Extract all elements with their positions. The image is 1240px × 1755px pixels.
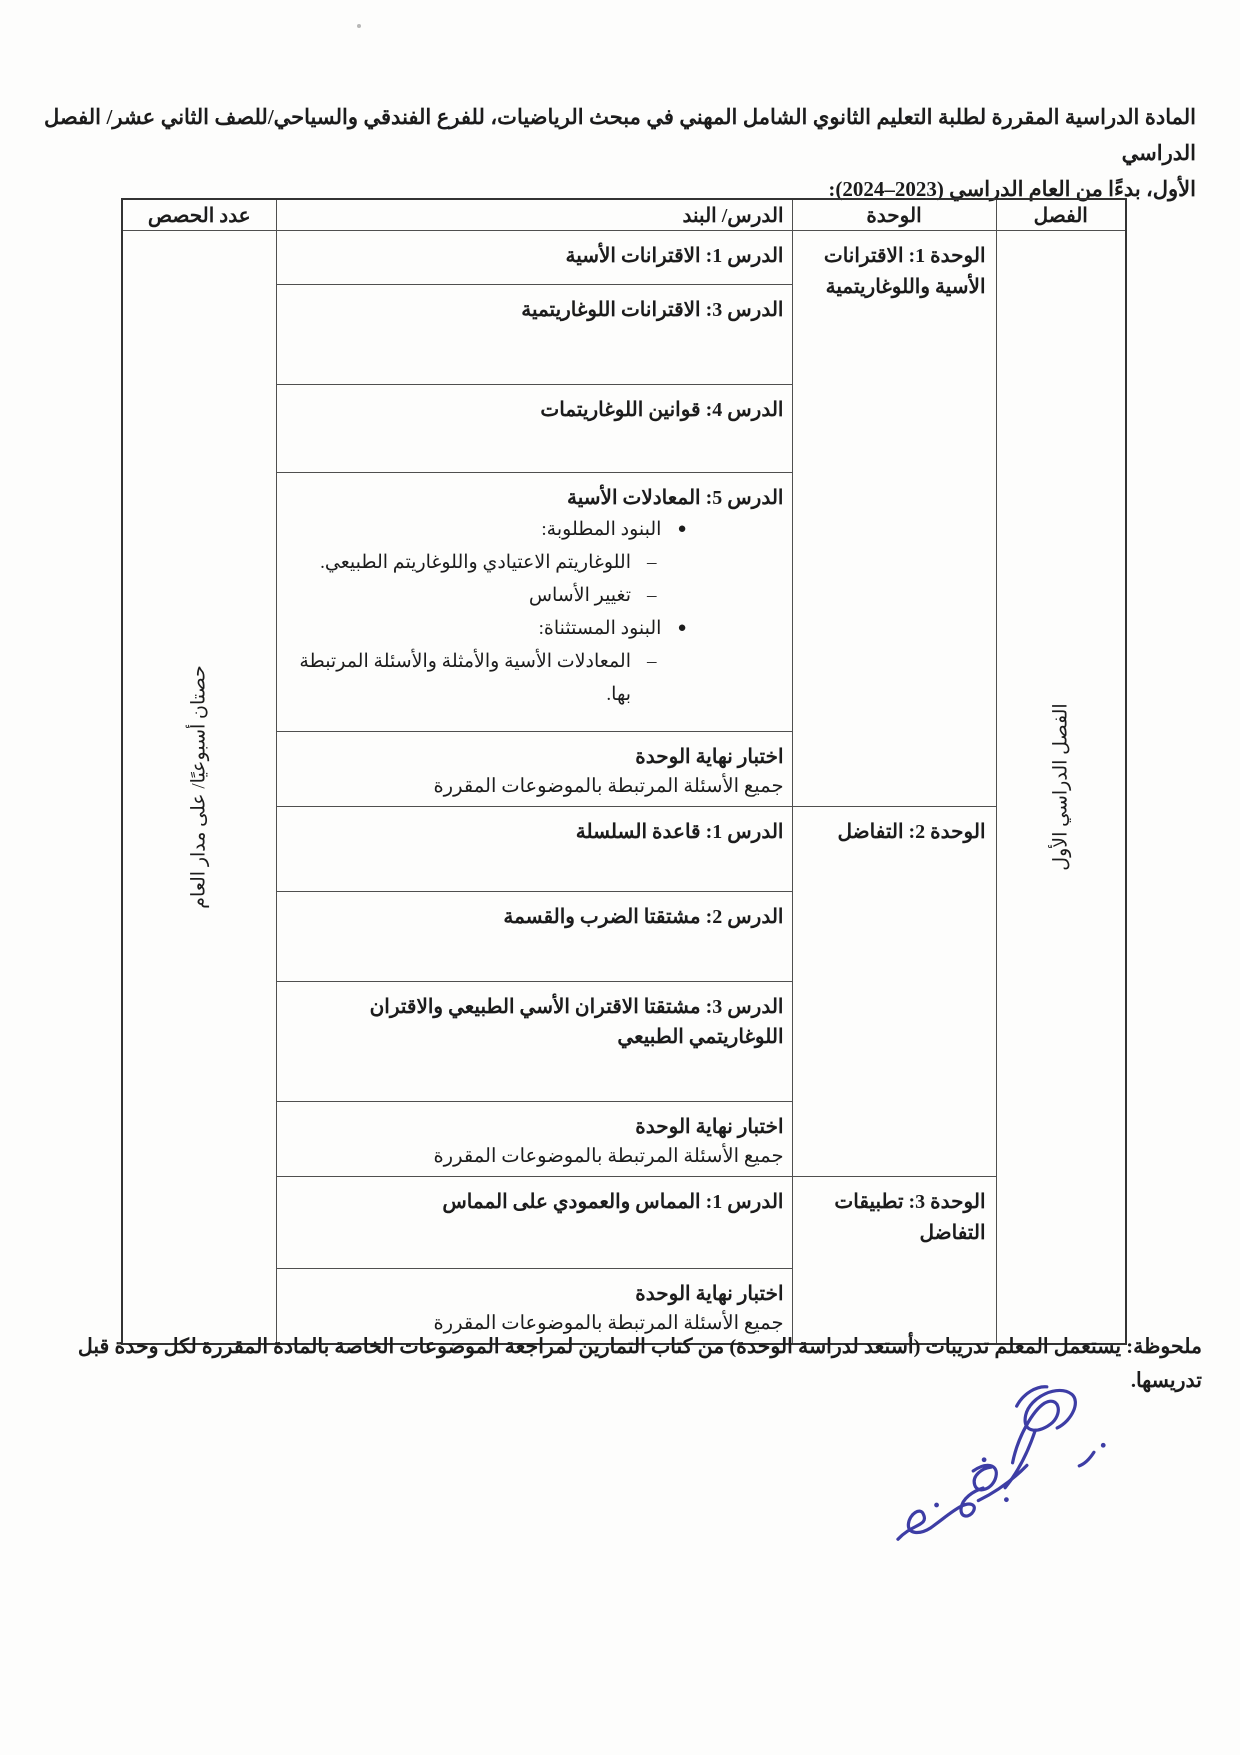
scan-speck [357, 24, 361, 28]
unit-test-cell [276, 1102, 792, 1177]
excluded-item-text: المعادلات الأسية والأمثلة والأسئلة المرتبطة بها. [299, 651, 631, 705]
intro-paragraph [44, 99, 1196, 207]
lesson-cell [276, 892, 792, 982]
required-items-label-line [283, 513, 784, 546]
lesson-cell [276, 231, 792, 285]
semester-cell [996, 231, 1126, 1345]
curriculum-table [121, 198, 1127, 1345]
lesson-cell [276, 1177, 792, 1269]
table-header-row [122, 199, 1126, 231]
required-item-text: تغيير الأساس [528, 585, 631, 606]
required-items-label: البنود المطلوبة: [541, 519, 662, 540]
table-row [122, 231, 1126, 285]
required-item-text: اللوغاريتم الاعتيادي واللوغاريتم الطبيعي. [320, 552, 631, 573]
bullet-icon: ● [677, 620, 687, 636]
intro-line-2: الأول، بدءًا من العام الدراسي (2023–2024): [828, 177, 1196, 201]
unit-test-subtitle: جميع الأسئلة المرتبطة بالموضوعات المقررة [433, 1146, 784, 1167]
lesson-title: الدرس 1: قاعدة السلسلة [575, 821, 784, 843]
lesson-title: الدرس 3: مشتقتا الاقتران الأسي الطبيعي والاقتران اللوغاريتمي الطبيعي [369, 996, 784, 1048]
unit-test-title: اختبار نهاية الوحدة [635, 746, 784, 768]
unit-test-subtitle: جميع الأسئلة المرتبطة بالموضوعات المقررة [433, 776, 784, 797]
periods-cell [122, 231, 276, 1345]
lesson-title: الدرس 2: مشتقتا الضرب والقسمة [503, 906, 784, 928]
dash-icon: – [647, 552, 657, 573]
required-item [283, 546, 784, 579]
unit-2-cell: الوحدة 2: التفاضل [792, 807, 996, 1177]
semester-vertical-text: الفصل الدراسي الأول [1050, 703, 1072, 871]
lesson-title: الدرس 1: المماس والعمودي على المماس [442, 1191, 784, 1213]
unit-test-cell [276, 732, 792, 807]
lesson-cell [276, 385, 792, 473]
lesson-title: الدرس 5: المعادلات الأسية [567, 487, 784, 509]
footer-note: ملحوظة: يستعمل المعلم تدريبات (أستعد لدراسة الوحدة) من كتاب التمارين لمراجعة الموضوعات الخاصة بالمادة المقررة لكل وحدة قبل تدريسها. [77, 1336, 1202, 1392]
dash-icon: – [647, 651, 657, 672]
header-lesson: الدرس/ البند [276, 199, 792, 231]
lesson-cell [276, 285, 792, 385]
lesson-title: الدرس 3: الاقترانات اللوغاريتمية [521, 299, 784, 321]
excluded-item [283, 645, 784, 711]
lesson-cell [276, 982, 792, 1102]
bullet-icon: ● [677, 521, 687, 537]
signature [818, 1362, 1147, 1593]
excluded-items-label: البنود المستثناة: [538, 618, 662, 639]
header-periods: عدد الحصص [122, 199, 276, 231]
lesson-cell [276, 473, 792, 732]
header-semester: الفصل [996, 199, 1126, 231]
unit-test-subtitle: جميع الأسئلة المرتبطة بالموضوعات المقررة [433, 1313, 784, 1334]
required-item [283, 579, 784, 612]
lesson-cell [276, 807, 792, 892]
unit-1-cell: الوحدة 1: الاقترانات الأسية واللوغاريتمية [792, 231, 996, 807]
lesson-title: الدرس 4: قوانين اللوغاريتمات [540, 399, 784, 421]
lesson-title: الدرس 1: الاقترانات الأسية [565, 245, 784, 267]
unit-3-cell: الوحدة 3: تطبيقات التفاضل [792, 1177, 996, 1345]
periods-vertical-text: حصتان أسبوعيًا/ على مدار العام [188, 665, 210, 909]
excluded-items-label-line [283, 612, 784, 645]
unit-test-title: اختبار نهاية الوحدة [635, 1116, 784, 1138]
unit-test-title: اختبار نهاية الوحدة [635, 1283, 784, 1305]
dash-icon: – [647, 585, 657, 606]
header-unit: الوحدة [792, 199, 996, 231]
intro-line-1: المادة الدراسية المقررة لطلبة التعليم الثانوي الشامل المهني في مبحث الرياضيات، للفرع الفندقي والسياحي/للصف الثاني عشر/ الفصل الدراسي [44, 105, 1196, 165]
